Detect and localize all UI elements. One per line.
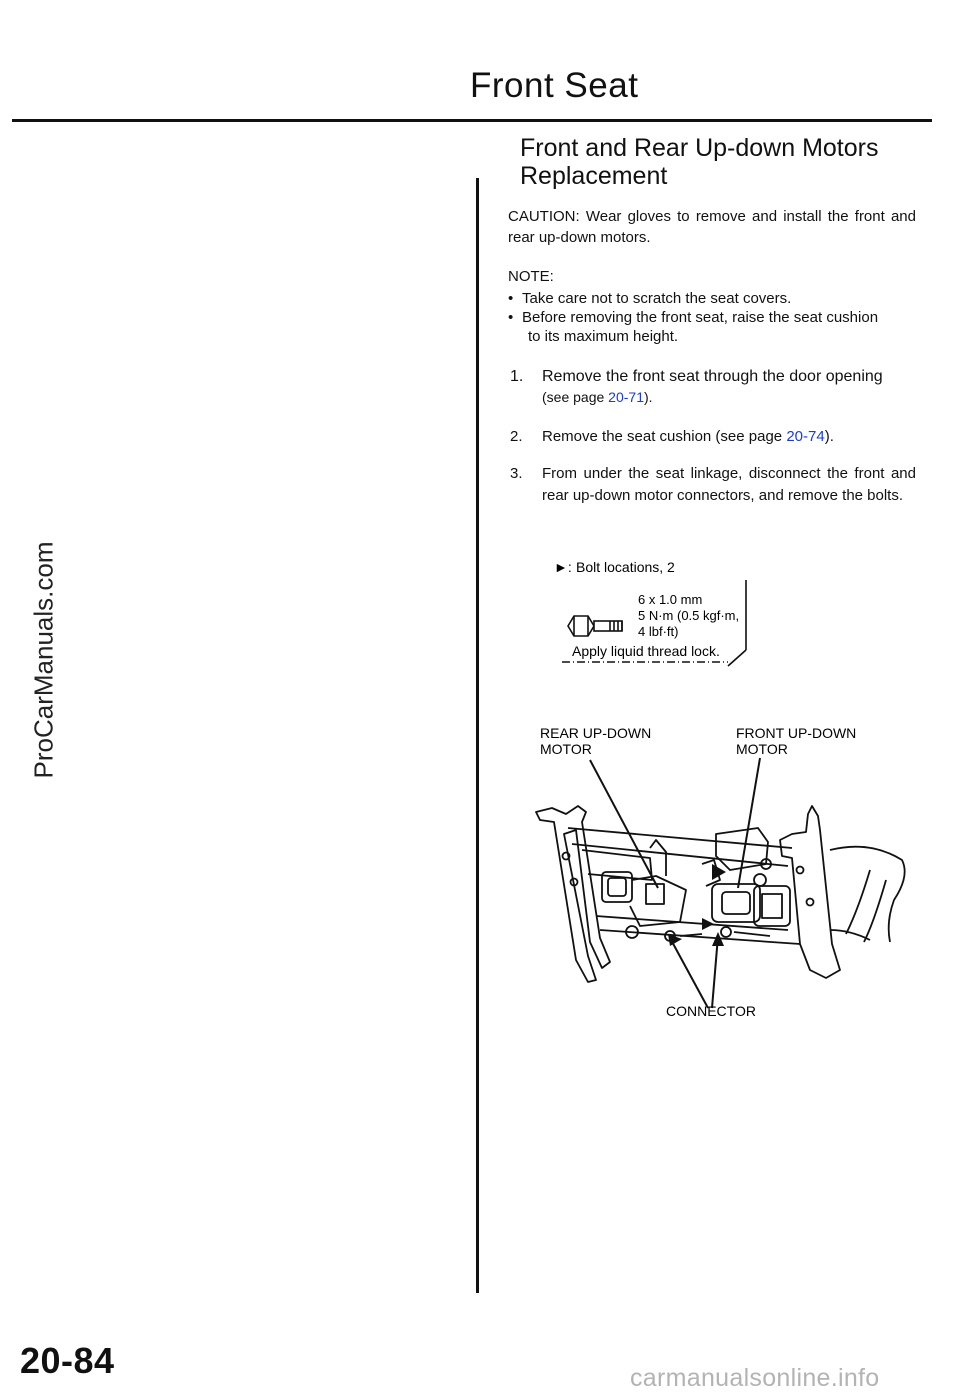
page-number: 20-84 <box>20 1340 115 1381</box>
note-item <box>508 288 916 309</box>
bullet-icon: • <box>508 309 514 326</box>
seat-linkage-illustration <box>536 806 905 982</box>
footer-watermark: carmanualsonline.info <box>630 1364 880 1392</box>
legend-text: Bolt locations, 2 <box>576 559 675 575</box>
section-title-line1: Front and Rear Up-down Motors <box>520 134 879 162</box>
callout-lines <box>590 758 760 1008</box>
side-watermark: ProCarManuals.com <box>28 541 59 779</box>
header-divider <box>12 119 932 122</box>
rear-motor-label-cont: MOTOR <box>540 741 592 757</box>
front-motor-label: FRONT UP-DOWN <box>736 725 857 741</box>
section-title-line2: Replacement <box>520 162 668 190</box>
step-text: Remove the front seat through the door opening <box>542 368 883 385</box>
caution-text: CAUTION: Wear gloves to remove and install the front and rear up-down motors. <box>508 208 916 246</box>
note-item-continuation: to its maximum height. <box>528 328 679 345</box>
bullet-icon: • <box>508 290 514 307</box>
page-link[interactable]: 20-74 <box>786 428 825 445</box>
rear-motor-label: REAR UP-DOWN <box>540 725 652 741</box>
column-divider <box>476 178 479 1293</box>
legend-marker: ►: <box>554 559 572 575</box>
step-number: 3. <box>510 465 523 482</box>
torque-spec-cont: 4 lbf·ft) <box>638 624 679 639</box>
bolt-size: 6 x 1.0 mm <box>638 592 703 607</box>
section-title <box>520 134 878 190</box>
torque-spec: 5 N·m (0.5 kgf·m, <box>638 608 740 623</box>
step-number: 2. <box>510 428 523 445</box>
step-page-reference: (see page 20-71). <box>542 389 653 405</box>
step-text: From under the seat linkage, disconnect the front and rear up-down motor connectors, and remove the bolts. <box>542 465 916 504</box>
step-text: Remove the seat cushion (see page 20-74). <box>542 428 834 445</box>
connector-label: CONNECTOR <box>666 1003 756 1019</box>
front-motor-label-cont: MOTOR <box>736 741 788 757</box>
page-title: Front Seat <box>470 66 639 105</box>
page-link[interactable]: 20-71 <box>608 389 644 405</box>
note-item-text: Take care not to scratch the seat covers. <box>522 290 792 307</box>
thread-lock-note: Apply liquid thread lock. <box>572 643 720 659</box>
step-number: 1. <box>510 368 524 385</box>
note-item-text: Before removing the front seat, raise the seat cushion <box>522 309 879 326</box>
note-heading: NOTE: <box>508 268 554 285</box>
motor-replacement-diagram <box>530 550 920 1030</box>
note-item <box>508 307 916 328</box>
